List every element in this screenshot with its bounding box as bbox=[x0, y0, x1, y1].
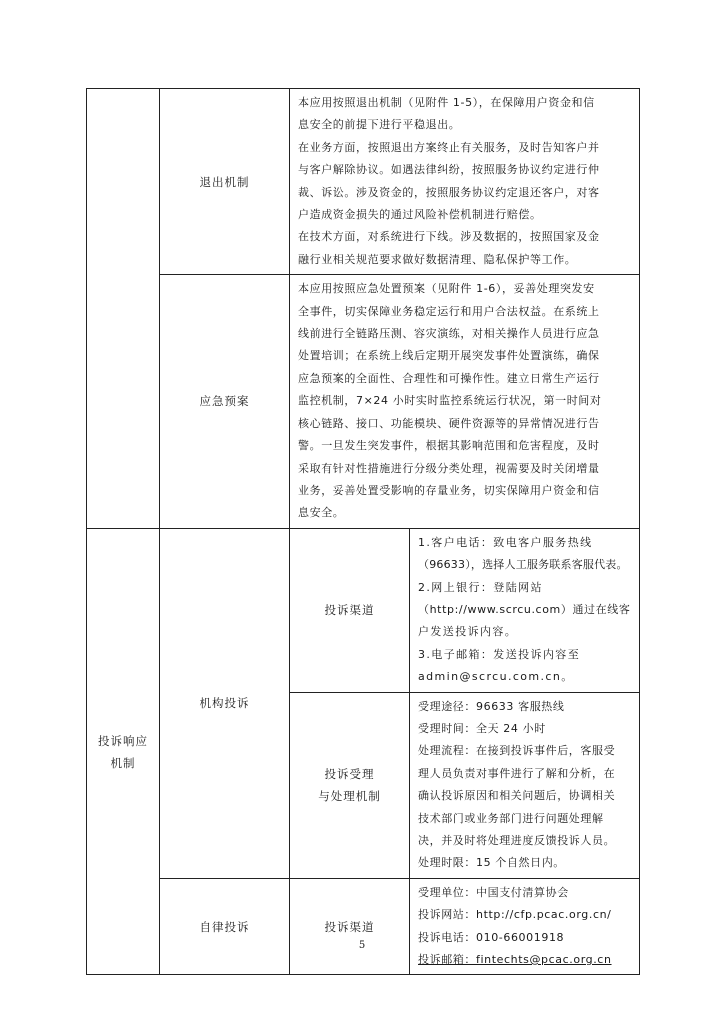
institution-channel-content bbox=[410, 528, 640, 692]
handling-line: 处理流程：在接到投诉事件后，客服受 bbox=[418, 744, 616, 758]
selfdiscipline-line: 投诉网站：http://cfp.pcac.org.cn/ bbox=[418, 908, 612, 922]
blank-category-cell bbox=[87, 89, 160, 529]
page-number: 5 bbox=[358, 940, 366, 951]
channel-line: 3.电子邮箱：发送投诉内容至 bbox=[418, 647, 581, 661]
exit-line: 在技术方面，对系统进行下线。涉及数据的，按照国家及金 bbox=[298, 230, 600, 244]
exit-content bbox=[290, 89, 640, 275]
handling-line: 处理时限：15 个自然日内。 bbox=[418, 856, 565, 870]
handling-content bbox=[410, 692, 640, 878]
exit-line: 裁、诉讼。涉及资金的，按照服务协议约定退还客户，对客 bbox=[298, 185, 600, 199]
emergency-line: 警。一旦发生突发事件，根据其影响范围和危害程度，及时 bbox=[298, 439, 600, 453]
handling-line: 决，并及时将处理进度反馈投诉人员。 bbox=[418, 834, 616, 847]
exit-line: 在业务方面，按照退出方案终止有关服务，及时告知客户并 bbox=[298, 140, 600, 154]
exit-row bbox=[87, 89, 640, 275]
handling-line: 技术部门或业务部门进行问题处理解 bbox=[418, 811, 604, 825]
channel-line: （http://www.scrcu.com）通过在线客 bbox=[418, 602, 631, 616]
handling-label-line2: 与处理机制 bbox=[318, 789, 381, 804]
emergency-line: 采取有针对性措施进行分级分类处理，视需要及时关闭增量 bbox=[298, 461, 600, 475]
handling-label-cell bbox=[290, 692, 410, 878]
exit-label: 退出机制 bbox=[160, 89, 290, 275]
emergency-line: 核心链路、接口、功能模块、硬件资源等的异常情况进行告 bbox=[298, 416, 600, 430]
handling-line: 受理时间：全天 24 小时 bbox=[418, 721, 546, 735]
institution-complaint-label: 机构投诉 bbox=[160, 528, 290, 878]
emergency-line: 本应用按照应急处置预案（见附件 1-6），妥善处理突发安 bbox=[298, 282, 595, 296]
channel-line: admin@scrcu.com.cn。 bbox=[418, 670, 574, 684]
selfdiscipline-line: 受理单位：中国支付清算协会 bbox=[418, 885, 569, 899]
exit-line: 融行业相关规范要求做好数据清理、隐私保护等工作。 bbox=[298, 252, 577, 266]
complaint-channel-row bbox=[87, 528, 640, 692]
selfdiscipline-line: 投诉电话：010-66001918 bbox=[418, 930, 565, 944]
complaint-category-cell bbox=[87, 528, 160, 975]
channel-line: 1.客户电话：致电客户服务热线 bbox=[418, 535, 593, 549]
emergency-line: 监控机制，7×24 小时实时监控系统运行状况，第一时间对 bbox=[298, 394, 602, 408]
exit-line: 户造成资金损失的通过风险补偿机制进行赔偿。 bbox=[298, 208, 542, 222]
channel-line: 户发送投诉内容。 bbox=[418, 625, 518, 639]
emergency-label: 应急预案 bbox=[160, 275, 290, 528]
channel-line: 2.网上银行：登陆网站 bbox=[418, 580, 543, 594]
selfdiscipline-content bbox=[410, 878, 640, 975]
emergency-line: 全事件，切实保障业务稳定运行和用户合法权益。在系统上 bbox=[298, 304, 600, 318]
institution-channel-label: 投诉渠道 bbox=[290, 528, 410, 692]
handling-line: 确认投诉原因和相关问题后，协调相关 bbox=[418, 789, 616, 803]
exit-line: 与客户解除协议。如遇法律纠纷，按照服务协议约定进行仲 bbox=[298, 163, 600, 177]
selfdiscipline-line bbox=[418, 949, 633, 971]
selfdiscipline-label: 自律投诉 bbox=[160, 878, 290, 975]
emergency-line: 处置培训；在系统上线后定期开展突发事件处置演练，确保 bbox=[298, 349, 600, 363]
handling-label-line1: 投诉受理 bbox=[324, 767, 375, 782]
emergency-line: 息安全。 bbox=[298, 506, 345, 520]
channel-line: （96633），选择人工服务联系客服代表。 bbox=[418, 558, 628, 572]
exit-line: 本应用按照退出机制（见附件 1-5），在保障用户资金和信 bbox=[298, 96, 595, 109]
emergency-line: 业务，妥善处置受影响的存量业务，切实保障用户资金和信 bbox=[298, 483, 600, 497]
document-table bbox=[86, 88, 640, 975]
selfdiscipline-row bbox=[87, 878, 640, 975]
emergency-content bbox=[290, 275, 640, 528]
complaint-email-link[interactable]: 投诉邮箱：fintechts@pcac.org.cn bbox=[418, 953, 612, 967]
emergency-line: 应急预案的全面性、合理性和可操作性。建立日常生产运行 bbox=[298, 371, 600, 385]
handling-line: 理人员负责对事件进行了解和分析，在 bbox=[418, 766, 616, 780]
emergency-row bbox=[87, 275, 640, 528]
emergency-line: 线前进行全链路压测、容灾演练，对相关操作人员进行应急 bbox=[298, 327, 600, 341]
complaint-label-line2: 机制 bbox=[110, 755, 136, 770]
complaint-label-line1: 投诉响应 bbox=[98, 733, 148, 748]
selfdiscipline-channel-label: 投诉渠道 bbox=[290, 878, 410, 975]
handling-line: 受理途径：96633 客服热线 bbox=[418, 699, 565, 713]
exit-line: 息安全的前提下进行平稳退出。 bbox=[298, 118, 461, 132]
